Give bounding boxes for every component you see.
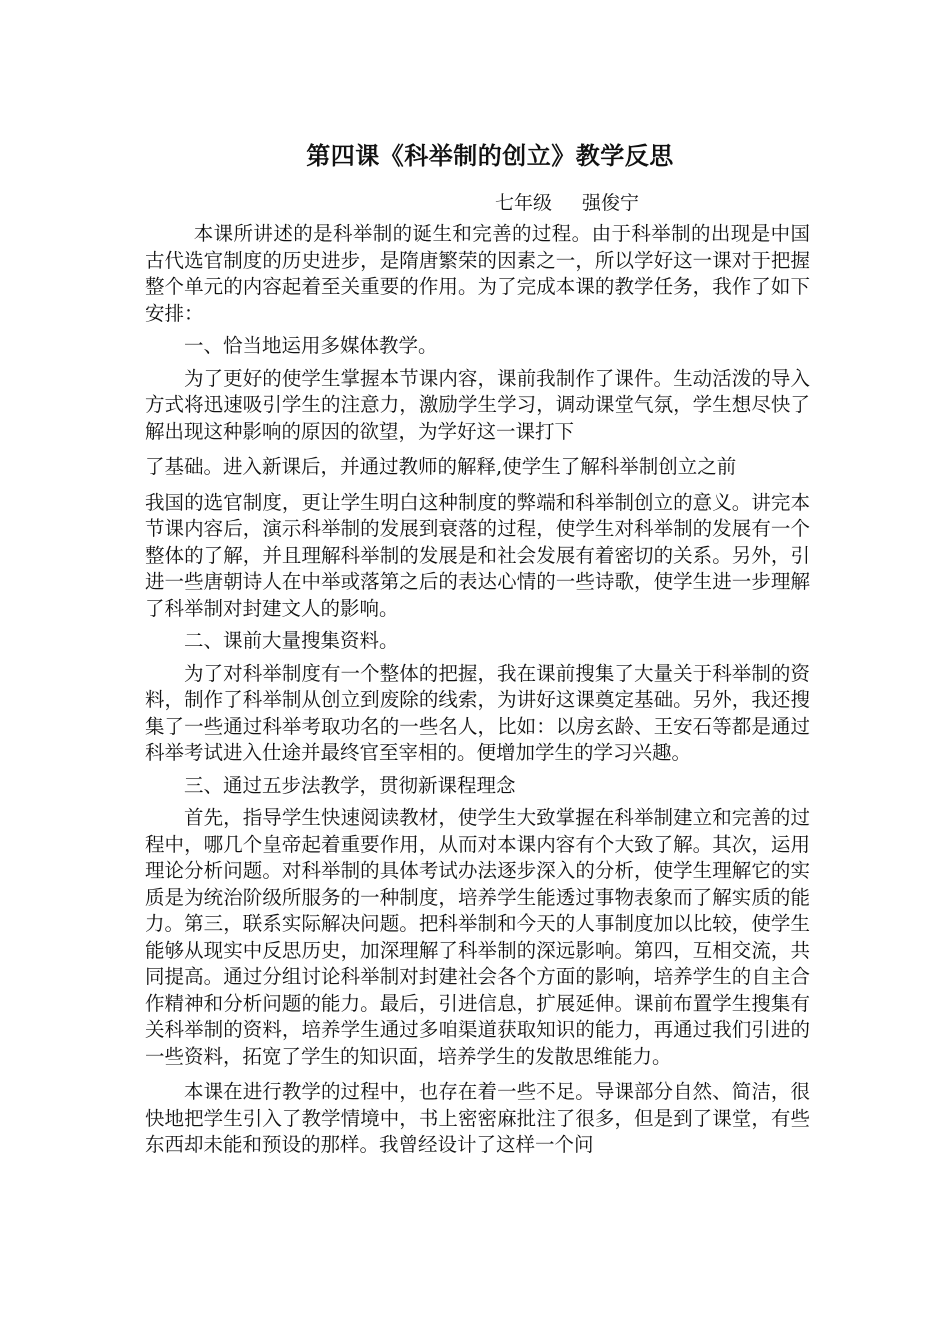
grade-label: 七年级 (495, 192, 553, 214)
paragraph-section-3: 首先，指导学生快速阅读教材，使学生大致掌握在科举制建立和完善的过程中，哪几个皇帝起着重要作用，从而对本课内容有个大致了解。其次，运用理论分析问题。对科举制的具体考试办法逐步深入的分析，使学生理解它的实质是为统治阶级所服务的一种制度，培养学生能透过事物表象而了解实质的能力。第三，联系实际解决问题。把科举制和今天的人事制度加以比较，使学生能够从现实中反思历史，加深理解了科举制的深远影响。第四，互相交流，共同提高。通过分组讨论科举制对封建社会各个方面的影响，培养学生的自主合作精神和分析问题的能力。最后，引进信息，扩展延伸。课前布置学生搜集有关科举制的资料，培养学生通过多咱渠道获取知识的能力，再通过我们引进的一些资料，拓宽了学生的知识面，培养学生的发散思维能力。 (145, 806, 810, 1068)
section-heading-3: 三、通过五步法教学，贯彻新课程理念 (184, 773, 516, 797)
paragraph-reflection: 本课在进行教学的过程中，也存在着一些不足。导课部分自然、简洁，很快地把学生引入了教学情境中，书上密密麻批注了很多，但是到了课堂，有些东西却未能和预设的那样。我曾经设计了这样一个问 (145, 1080, 810, 1156)
paragraph-section-1-cont-a: 了基础。进入新课后，并通过教师的解释,使学生了解科举制创立之前 (145, 455, 737, 478)
author-line (495, 188, 639, 215)
paragraph-section-1-cont-b: 我国的选官制度，更让学生明白这种制度的弊端和科举制创立的意义。讲完本节课内容后，演示科举制的发展到衰落的过程，使学生对科举制的发展有一个整体的了解，并且理解科举制的发展是和社会发展有着密切的关系。另外，引进一些唐朝诗人在中举或落第之后的表达心情的一些诗歌，使学生进一步理解了科举制对封建文人的影响。 (145, 490, 810, 620)
document-title: 第四课《科举制的创立》教学反思 (306, 141, 674, 170)
paragraph-section-2: 为了对科举制度有一个整体的把握，我在课前搜集了大量关于科举制的资料，制作了科举制从创立到废除的线索，为讲好这课奠定基础。另外，我还搜集了一些通过科举考取功名的一些名人，比如：以房玄龄、王安石等都是通过科举考试进入仕途并最终官至宰相的。便增加学生的学习兴趣。 (145, 661, 810, 764)
section-heading-1: 一、恰当地运用多媒体教学。 (184, 334, 438, 357)
paragraph-intro: 本课所讲述的是科举制的诞生和完善的过程。由于科举制的出现是中国古代选官制度的历史进步，是隋唐繁荣的因素之一，所以学好这一课对于把握整个单元的内容起着至关重要的作用。为了完成本课的教学任务，我作了如下安排： (145, 222, 810, 325)
paragraph-section-1: 为了更好的使学生掌握本节课内容，课前我制作了课件。生动活泼的导入方式将迅速吸引学生的注意力，激励学生学习，调动课堂气氛，学生想尽快了解出现这种影响的原因的欲望，为学好这一课打下 (145, 366, 810, 443)
section-heading-2: 二、课前大量搜集资料。 (184, 629, 399, 652)
author-name: 强俊宁 (582, 192, 640, 214)
document-body (145, 221, 810, 1159)
